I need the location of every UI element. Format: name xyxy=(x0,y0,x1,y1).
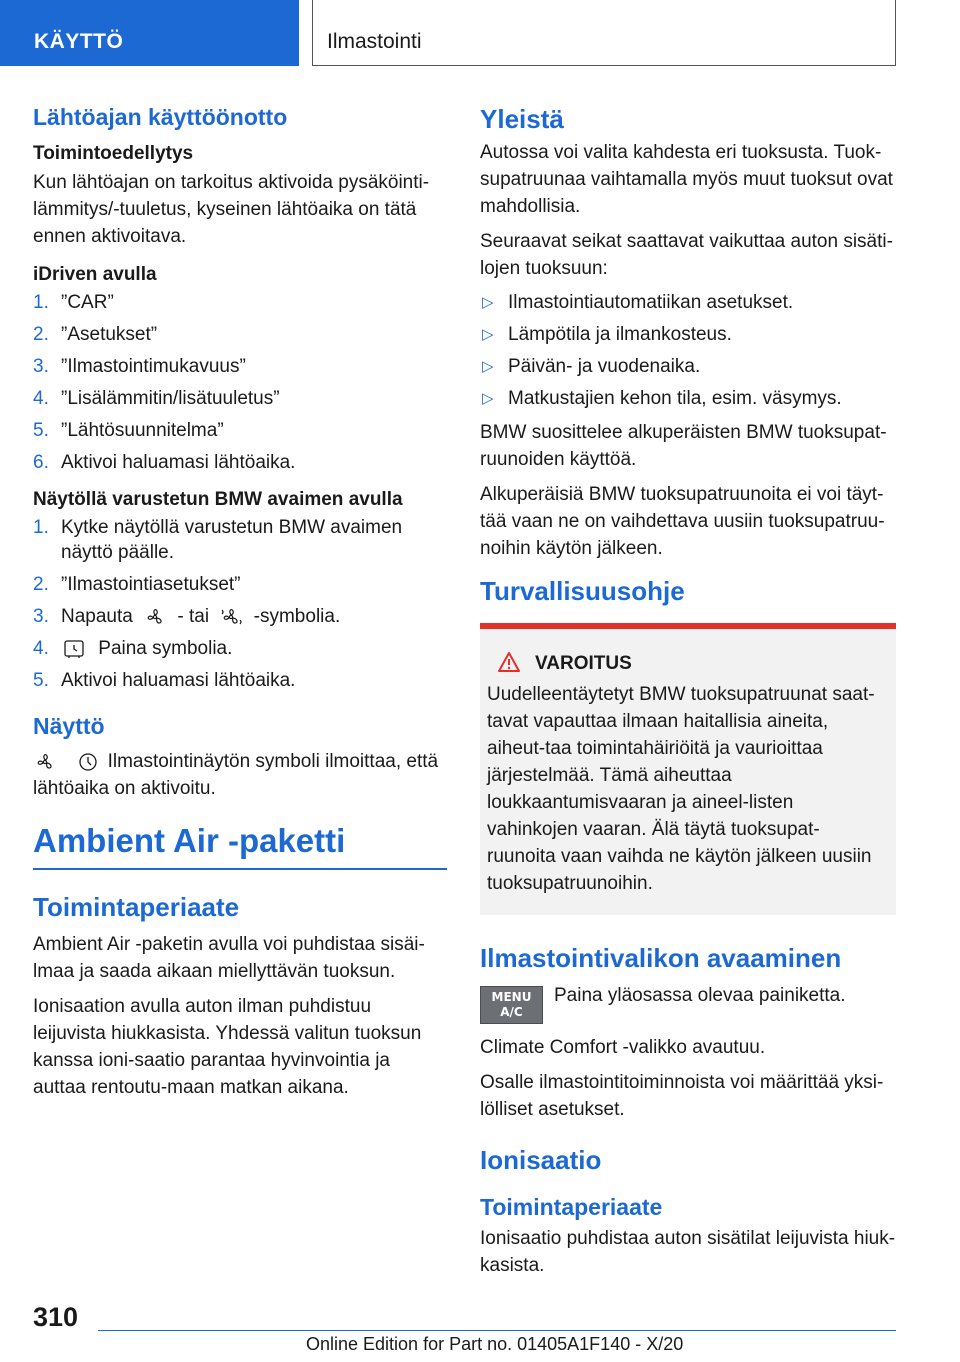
heading-open-menu: Ilmastointivalikon avaaminen xyxy=(480,943,842,973)
warning-text: Uudelleentäytetyt BMW tuoksupatruunat saat-tavat vapauttaa ilmaan haitallisia aineita, aiheut-taa toimintahäiriöitä ja vaurioittaa järjestelmää. Tämä aiheuttaa loukkaantumisvaaran ja aineel-listen vahinkojen vaaran. Älä täytä tuoksupat-ruunoita vaan vaihda ne käytön jälkeen uusiin tuoksupatruunoihin. xyxy=(487,684,875,894)
list-item: 5. Aktivoi haluamasi lähtöaika. xyxy=(33,670,296,691)
heading-display: Näyttö xyxy=(33,713,105,739)
list-item: 3. Napauta - tai -symbolia. xyxy=(33,606,341,627)
key-steps xyxy=(33,515,447,693)
heading-general: Yleistä xyxy=(480,104,564,134)
idrive-steps xyxy=(33,290,447,475)
clock-icon xyxy=(68,751,102,773)
list-item: 2. ”Ilmastointiasetukset” xyxy=(33,574,241,595)
right-column xyxy=(480,100,896,1287)
menu-instruction xyxy=(480,982,896,1022)
heading-safety: Turvallisuusohje xyxy=(480,576,685,606)
warning-title: VAROITUS xyxy=(487,651,888,675)
list-item: ▷ Ilmastointiautomatiikan asetukset. xyxy=(482,292,794,313)
list-item: ▷ Matkustajien kehon tila, esim. väsymys. xyxy=(482,388,842,409)
list-item: ▷ Päivän- ja vuodenaika. xyxy=(482,356,701,377)
heading-principle-ionisation: Toimintaperiaate xyxy=(480,1194,663,1220)
fan-icon xyxy=(138,607,172,627)
page-header xyxy=(0,0,960,66)
heading-precondition: Toimintoedellytys xyxy=(33,143,194,164)
heading-bmw-key: Näytöllä varustetun BMW avaimen avulla xyxy=(33,489,403,510)
paragraph-general-1: Autossa voi valita kahdesta eri tuoksusta. Tuok-supatruunaa vaihtamalla myös muut tuoksut ovat mahdollisia. xyxy=(480,142,893,217)
footer-divider xyxy=(98,1330,896,1331)
paragraph-menu-2: Osalle ilmastointitoiminnoista voi määrittää yksi-lölliset asetukset. xyxy=(480,1072,884,1120)
paragraph-display: Ilmastointinäytön symboli ilmoittaa, että lähtöaika on aktivoitu. xyxy=(33,751,439,799)
warning-triangle-icon xyxy=(497,651,521,673)
edition-text: Online Edition for Part no. 01405A1F140 - X/20 xyxy=(306,1334,684,1354)
paragraph-menu-press: Paina yläosassa olevaa painiketta. xyxy=(554,985,846,1006)
list-item: 1. Kytke näytöllä varustetun BMW avaimen näyttö päälle. xyxy=(33,517,403,563)
list-item: 1. ”CAR” xyxy=(33,292,114,313)
paragraph-principle-1: Ambient Air -paketin avulla voi puhdistaa sisäi-lmaa ja saada aikaan miellyttävän tuoksun. xyxy=(33,934,425,982)
influence-list xyxy=(480,290,896,411)
paragraph-ionisation: Ionisaatio puhdistaa auton sisätilat leijuvista hiuk-kasista. xyxy=(480,1228,896,1276)
heading-departure-time: Lähtöajan käyttöönotto xyxy=(33,104,288,130)
warning-box xyxy=(480,623,896,915)
left-column xyxy=(33,100,447,1109)
paragraph-general-4: Alkuperäisiä BMW tuoksupatruunoita ei voi täyt-tää vaan ne on vaihdettava uusiin tuoksupatruu-noihin käytön jälkeen. xyxy=(480,484,885,559)
paragraph-general-2: Seuraavat seikat saattavat vaikuttaa auton sisäti-lojen tuoksuun: xyxy=(480,231,893,279)
heading-idrive: iDriven avulla xyxy=(33,264,157,285)
fan-heat-icon xyxy=(214,607,248,627)
timer-icon xyxy=(61,638,87,660)
paragraph-general-3: BMW suosittelee alkuperäisten BMW tuoksupat-ruunoiden käyttöä. xyxy=(480,422,887,470)
list-item: 3. ”Ilmastointimukavuus” xyxy=(33,356,246,377)
paragraph-precondition: Kun lähtöajan on tarkoitus aktivoida pysäköinti-lämmitys/-tuuletus, kyseinen lähtöaika on tätä ennen aktivoitava. xyxy=(33,172,430,247)
chapter-title: Ilmastointi xyxy=(312,0,896,66)
fan-icon xyxy=(33,751,63,773)
list-item: 5. ”Lähtösuunnitelma” xyxy=(33,420,224,441)
heading-principle: Toimintaperiaate xyxy=(33,892,240,922)
list-item: 4. Paina symbolia. xyxy=(33,638,233,659)
list-item: 6. Aktivoi haluamasi lähtöaika. xyxy=(33,452,296,473)
page-number: 310 xyxy=(33,1302,79,1332)
list-item: 2. ”Asetukset” xyxy=(33,324,158,345)
heading-ambient-air: Ambient Air -paketti xyxy=(33,822,447,870)
paragraph-principle-2: Ionisaation avulla auton ilman puhdistuu leijuvista hiukkasista. Yhdessä valitun tuoksun kanssa ioni-saatio parantaa hyvinvointia ja auttaa rentoutu-maan matkan aikana. xyxy=(33,996,422,1098)
menu-ac-button[interactable]: MENU A/C xyxy=(480,986,543,1024)
heading-ionisation: Ionisaatio xyxy=(480,1145,602,1175)
section-tab: KÄYTTÖ xyxy=(0,0,299,66)
list-item: 4. ”Lisälämmitin/lisätuuletus” xyxy=(33,388,280,409)
list-item: ▷ Lämpötila ja ilmankosteus. xyxy=(482,324,732,345)
paragraph-menu-1: Climate Comfort -valikko avautuu. xyxy=(480,1037,766,1058)
